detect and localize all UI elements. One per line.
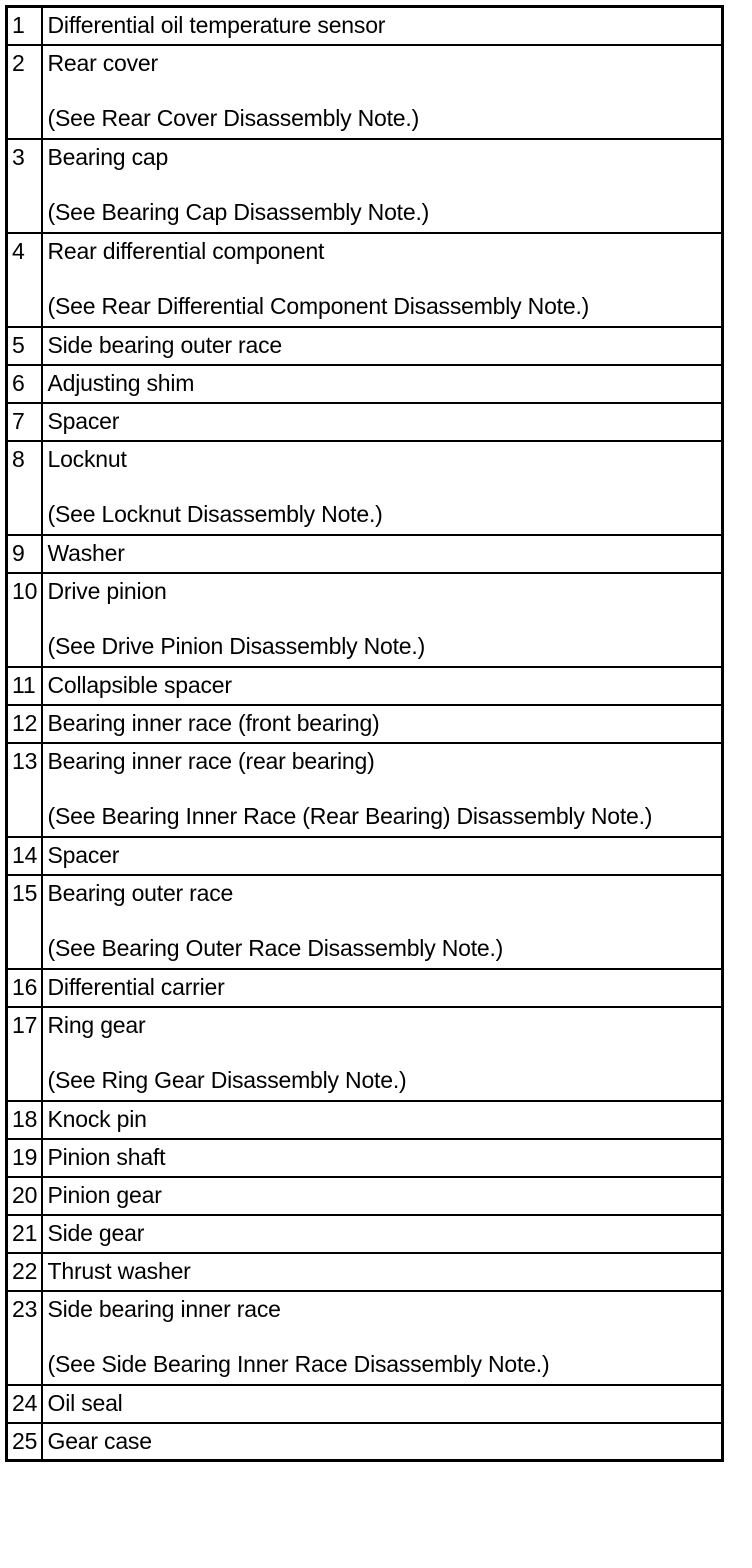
part-description-cell [42,1177,723,1215]
part-description-cell [42,969,723,1007]
part-number-cell: 16 [7,969,42,1007]
table-row [7,837,723,875]
table-row [7,705,723,743]
part-name: Bearing inner race (front bearing) [47,709,380,736]
part-number-cell: 20 [7,1177,42,1215]
part-number-cell: 3 [7,139,42,233]
part-number-cell: 23 [7,1291,42,1385]
part-description-cell [42,403,723,441]
table-row [7,1101,723,1139]
table-row [7,1385,723,1423]
disassembly-note: (See Locknut Disassembly Note.) [47,500,383,527]
part-name: Pinion shaft [47,1143,166,1170]
disassembly-note: (See Rear Cover Disassembly Note.) [47,104,420,131]
part-number-cell: 2 [7,45,42,139]
disassembly-note: (See Bearing Cap Disassembly Note.) [47,198,430,225]
part-number-cell: 7 [7,403,42,441]
part-name: Differential carrier [47,973,225,1000]
disassembly-note: (See Ring Gear Disassembly Note.) [47,1066,407,1093]
part-name: Spacer [47,841,120,868]
part-name: Washer [47,539,125,566]
part-description-cell [42,1101,723,1139]
part-name: Adjusting shim [47,369,195,396]
part-number-cell: 17 [7,1007,42,1101]
part-description-cell [42,837,723,875]
parts-table [5,5,724,1462]
table-row [7,667,723,705]
part-number-cell: 22 [7,1253,42,1291]
part-description-cell [42,365,723,403]
table-row [7,1007,723,1101]
part-description-cell [42,705,723,743]
table-row [7,365,723,403]
part-description-cell [42,667,723,705]
part-number-cell: 25 [7,1423,42,1461]
table-row [7,233,723,327]
table-row [7,1139,723,1177]
table-row [7,403,723,441]
part-name: Oil seal [47,1389,123,1416]
part-description-cell [42,441,723,535]
table-row [7,969,723,1007]
part-number-cell: 12 [7,705,42,743]
part-name: Thrust washer [47,1257,191,1284]
table-row [7,1291,723,1385]
disassembly-note: (See Rear Differential Component Disassembly Note.) [47,292,590,319]
part-name: Collapsible spacer [47,671,232,698]
part-name: Rear differential component [47,237,325,264]
part-number-cell: 10 [7,573,42,667]
disassembly-note: (See Side Bearing Inner Race Disassembly Note.) [47,1350,550,1377]
part-name: Bearing outer race [47,879,234,906]
table-row [7,45,723,139]
part-description-cell [42,1139,723,1177]
part-name: Side gear [47,1219,145,1246]
part-name: Side bearing outer race [47,331,282,358]
part-description-cell [42,233,723,327]
part-name: Gear case [47,1427,152,1454]
part-name: Knock pin [47,1105,147,1132]
part-number-cell: 5 [7,327,42,365]
part-number-cell: 1 [7,7,42,45]
table-row [7,327,723,365]
table-row [7,875,723,969]
parts-table-body [7,7,723,1461]
part-description-cell [42,327,723,365]
table-row [7,441,723,535]
disassembly-note: (See Drive Pinion Disassembly Note.) [47,632,426,659]
part-name: Locknut [47,445,127,472]
part-number-cell: 4 [7,233,42,327]
part-description-cell [42,573,723,667]
part-number-cell: 19 [7,1139,42,1177]
table-row [7,1215,723,1253]
part-number-cell: 18 [7,1101,42,1139]
part-description-cell [42,1291,723,1385]
part-name: Ring gear [47,1011,146,1038]
part-number-cell: 14 [7,837,42,875]
part-name: Rear cover [47,49,158,76]
table-row [7,743,723,837]
part-name: Drive pinion [47,577,167,604]
part-name: Pinion gear [47,1181,162,1208]
part-description-cell [42,535,723,573]
part-number-cell: 21 [7,1215,42,1253]
part-number-cell: 13 [7,743,42,837]
table-row [7,573,723,667]
part-name: Side bearing inner race [47,1295,281,1322]
table-row [7,1253,723,1291]
part-description-cell [42,875,723,969]
table-row [7,7,723,45]
disassembly-note: (See Bearing Inner Race (Rear Bearing) Disassembly Note.) [47,802,653,829]
part-name: Bearing cap [47,143,169,170]
part-number-cell: 24 [7,1385,42,1423]
part-name: Spacer [47,407,120,434]
disassembly-note: (See Bearing Outer Race Disassembly Note.) [47,934,504,961]
part-name: Differential oil temperature sensor [47,12,386,38]
part-description-cell [42,1385,723,1423]
part-name: Bearing inner race (rear bearing) [47,747,375,774]
part-description-cell [42,1007,723,1101]
table-row [7,1423,723,1461]
table-row [7,1177,723,1215]
part-description-cell [42,1253,723,1291]
part-description-cell [42,45,723,139]
part-description-cell [42,1423,723,1461]
table-row [7,535,723,573]
part-number-cell: 6 [7,365,42,403]
part-number-cell: 11 [7,667,42,705]
part-description-cell [42,7,723,45]
part-number-cell: 8 [7,441,42,535]
part-number-cell: 15 [7,875,42,969]
part-number-cell: 9 [7,535,42,573]
table-row [7,139,723,233]
part-description-cell [42,743,723,837]
part-description-cell [42,1215,723,1253]
part-description-cell [42,139,723,233]
